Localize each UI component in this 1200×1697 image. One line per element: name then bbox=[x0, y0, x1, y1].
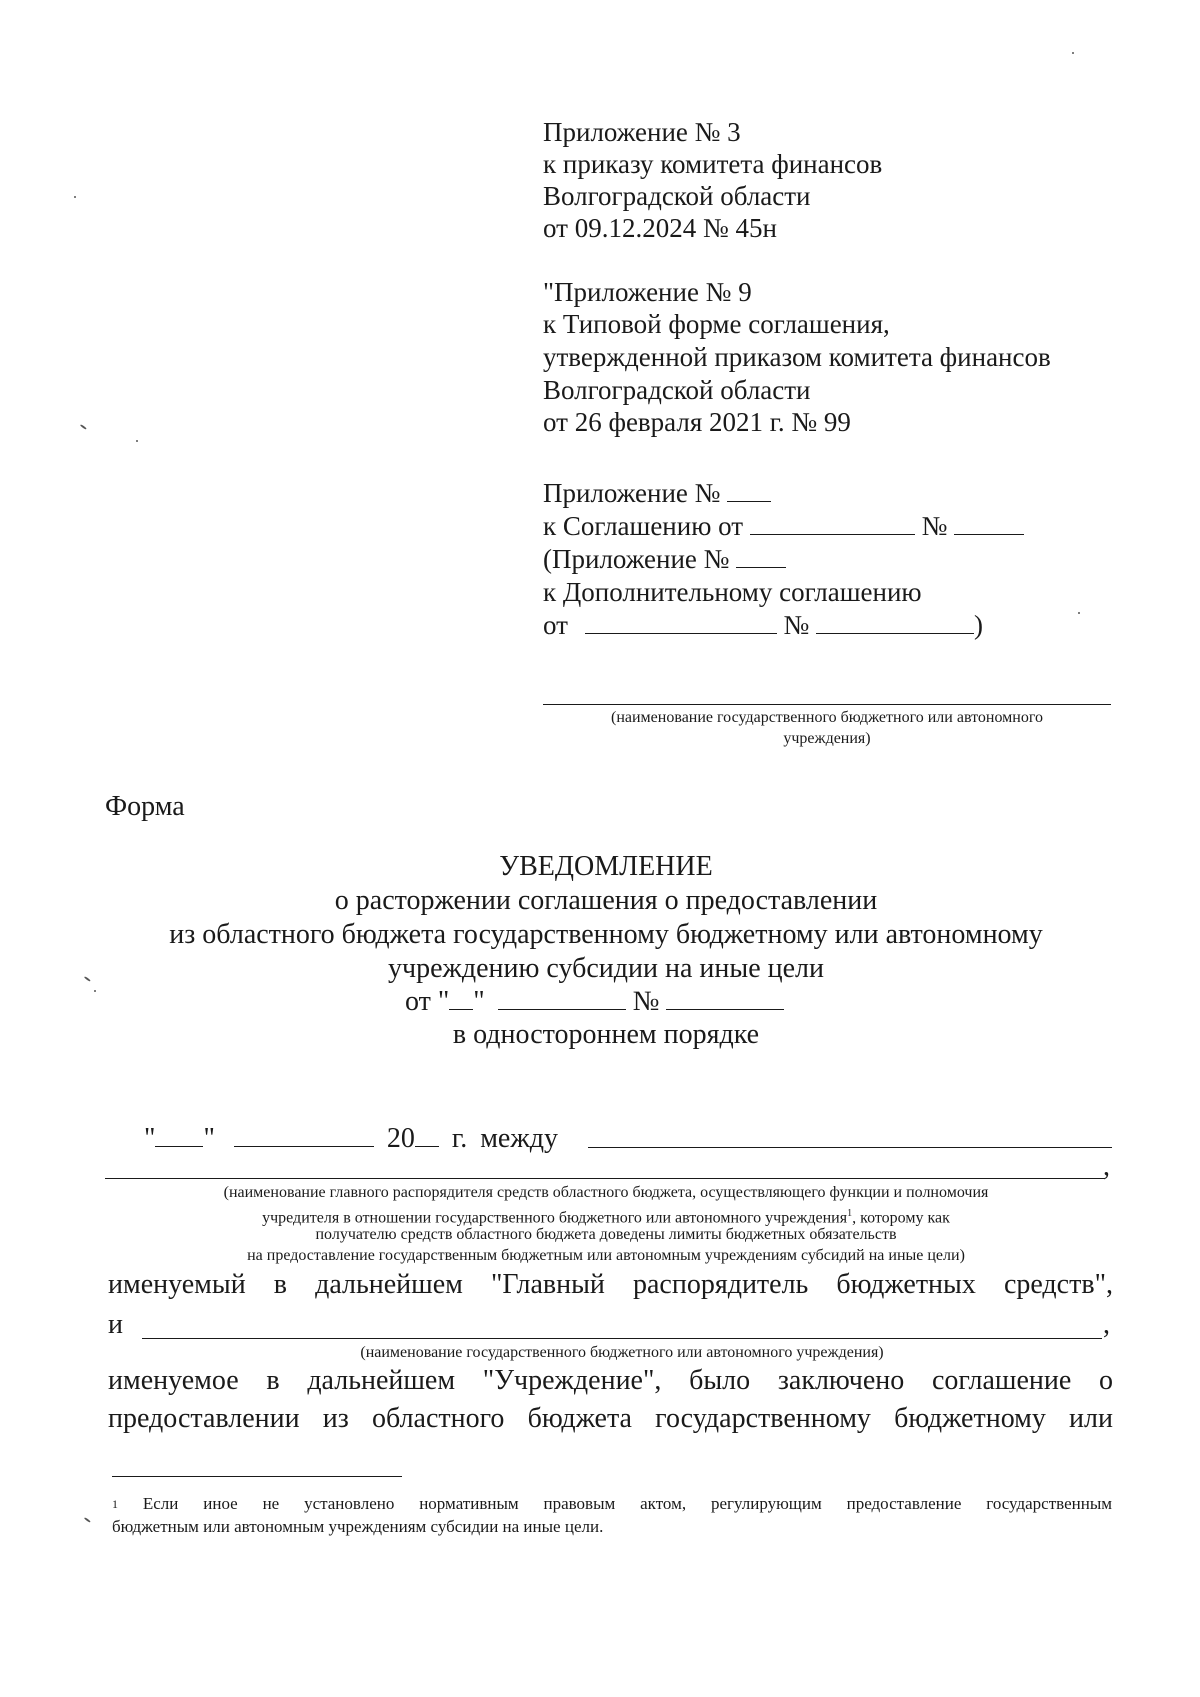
footnote-ref: 1 bbox=[847, 1208, 853, 1219]
header-line: к Типовой форме соглашения, bbox=[543, 309, 890, 339]
footnote-line2: бюджетным или автономным учреждениям субсидии на иные цели. bbox=[112, 1517, 604, 1536]
additional-from-line bbox=[543, 609, 983, 641]
appendix-no-label: Приложение № bbox=[543, 478, 721, 508]
header-line: от 26 февраля 2021 г. № 99 bbox=[543, 407, 851, 437]
appendix-paren-blank bbox=[736, 545, 786, 568]
comma: , bbox=[1103, 1151, 1110, 1182]
appendix-no-blank bbox=[727, 479, 771, 502]
header-line: к приказу комитета финансов bbox=[543, 149, 883, 179]
footnote-mark: 1 bbox=[112, 1497, 118, 1511]
distributor-name-line bbox=[105, 1178, 1105, 1179]
year-suffix: г. bbox=[451, 1123, 468, 1154]
no-sign: № bbox=[921, 511, 948, 541]
institution-caption-line1: (наименование государственного бюджетного или автономного bbox=[611, 709, 1043, 726]
year-blank bbox=[415, 1124, 439, 1147]
header-line: к Дополнительному соглашению bbox=[543, 577, 922, 607]
header-line: утвержденной приказом комитета финансов bbox=[543, 342, 1051, 372]
title-line: о расторжении соглашения о предоставлении bbox=[334, 885, 878, 916]
quote-close: " bbox=[203, 1123, 215, 1154]
scan-speck bbox=[84, 1517, 91, 1522]
paragraph-line: именуемое в дальнейшем "Учреждение", было заключено соглашение о bbox=[108, 1365, 1113, 1396]
distributor-caption: получателю средств областного бюджета доведены лимиты бюджетных обязательств bbox=[315, 1226, 897, 1243]
title-from-line bbox=[405, 985, 784, 1019]
form-label: Форма bbox=[105, 791, 185, 822]
comma: , bbox=[1103, 1309, 1110, 1340]
between-blank bbox=[588, 1147, 1112, 1148]
distributor-caption: на предоставление государственным бюджетным или автономным учреждениям субсидий на иные цели) bbox=[247, 1247, 965, 1264]
no-sign: № bbox=[783, 610, 810, 640]
scan-speck bbox=[74, 196, 76, 198]
appendix-no-line bbox=[543, 477, 771, 509]
no-sign: № bbox=[632, 986, 660, 1017]
header-line: Волгоградской области bbox=[543, 375, 811, 405]
additional-no-blank bbox=[816, 611, 974, 634]
from-quote: от " bbox=[405, 986, 450, 1017]
institution-name-line bbox=[543, 704, 1111, 705]
institution-caption-line2: учреждения) bbox=[783, 730, 871, 747]
scan-speck bbox=[136, 440, 138, 442]
appendix-paren-line bbox=[543, 543, 786, 575]
additional-date-blank bbox=[585, 611, 777, 634]
header-line: от 09.12.2024 № 45н bbox=[543, 213, 777, 243]
date-between-line bbox=[144, 1122, 558, 1156]
scan-speck bbox=[94, 990, 96, 992]
month-blank bbox=[498, 987, 626, 1010]
agreement-date-blank bbox=[750, 512, 915, 535]
scan-speck bbox=[80, 424, 87, 429]
appendix-paren-label: (Приложение № bbox=[543, 544, 730, 574]
between-word: между bbox=[480, 1123, 558, 1154]
header-line: "Приложение № 9 bbox=[543, 277, 752, 307]
from-word: от bbox=[543, 610, 568, 640]
document-title: УВЕДОМЛЕНИЕ bbox=[499, 851, 713, 882]
scan-speck bbox=[1072, 52, 1074, 54]
header-line: Волгоградской области bbox=[543, 181, 811, 211]
distributor-caption: учредителя в отношении государственного бюджетного или автономного учреждения$^1$, которому как bbox=[262, 1208, 950, 1227]
scan-speck bbox=[84, 976, 91, 981]
close-paren: ) bbox=[973, 610, 983, 640]
header-line: Приложение № 3 bbox=[543, 117, 741, 147]
distributor-caption: (наименование главного распорядителя средств областного бюджета, осуществляющего функции и полномочия bbox=[223, 1184, 989, 1201]
and-word: и bbox=[108, 1309, 123, 1340]
institution-line bbox=[142, 1338, 1102, 1339]
agreement-from-label: к Соглашению от bbox=[543, 511, 744, 541]
title-line: в одностороннем порядке bbox=[452, 1019, 760, 1050]
month-blank bbox=[234, 1124, 374, 1147]
title-line: учреждению субсидии на иные цели bbox=[388, 953, 824, 984]
title-line: из областного бюджета государственному бюджетному или автономному bbox=[169, 919, 1043, 950]
named-distributor-line: именуемый в дальнейшем "Главный распорядитель бюджетных средств", bbox=[108, 1269, 1113, 1300]
agreement-no-blank bbox=[954, 512, 1024, 535]
footnote-separator bbox=[112, 1476, 402, 1477]
institution-caption: (наименование государственного бюджетного или автономного учреждения) bbox=[360, 1344, 884, 1361]
year-prefix: 20 bbox=[386, 1123, 415, 1154]
day-blank bbox=[449, 987, 473, 1010]
quote-open: " bbox=[144, 1123, 156, 1154]
paragraph-line: предоставлении из областного бюджета государственному бюджетному или bbox=[108, 1403, 1113, 1434]
quote-close: " bbox=[473, 986, 485, 1017]
scan-speck bbox=[1078, 612, 1080, 614]
footnote-line1: $^1$ Если иное не установлено нормативным правовым актом, регулирующим предоставление государственным bbox=[112, 1494, 1112, 1513]
agreement-from-line bbox=[543, 510, 1024, 542]
day-blank bbox=[155, 1124, 203, 1147]
number-blank bbox=[666, 987, 784, 1010]
